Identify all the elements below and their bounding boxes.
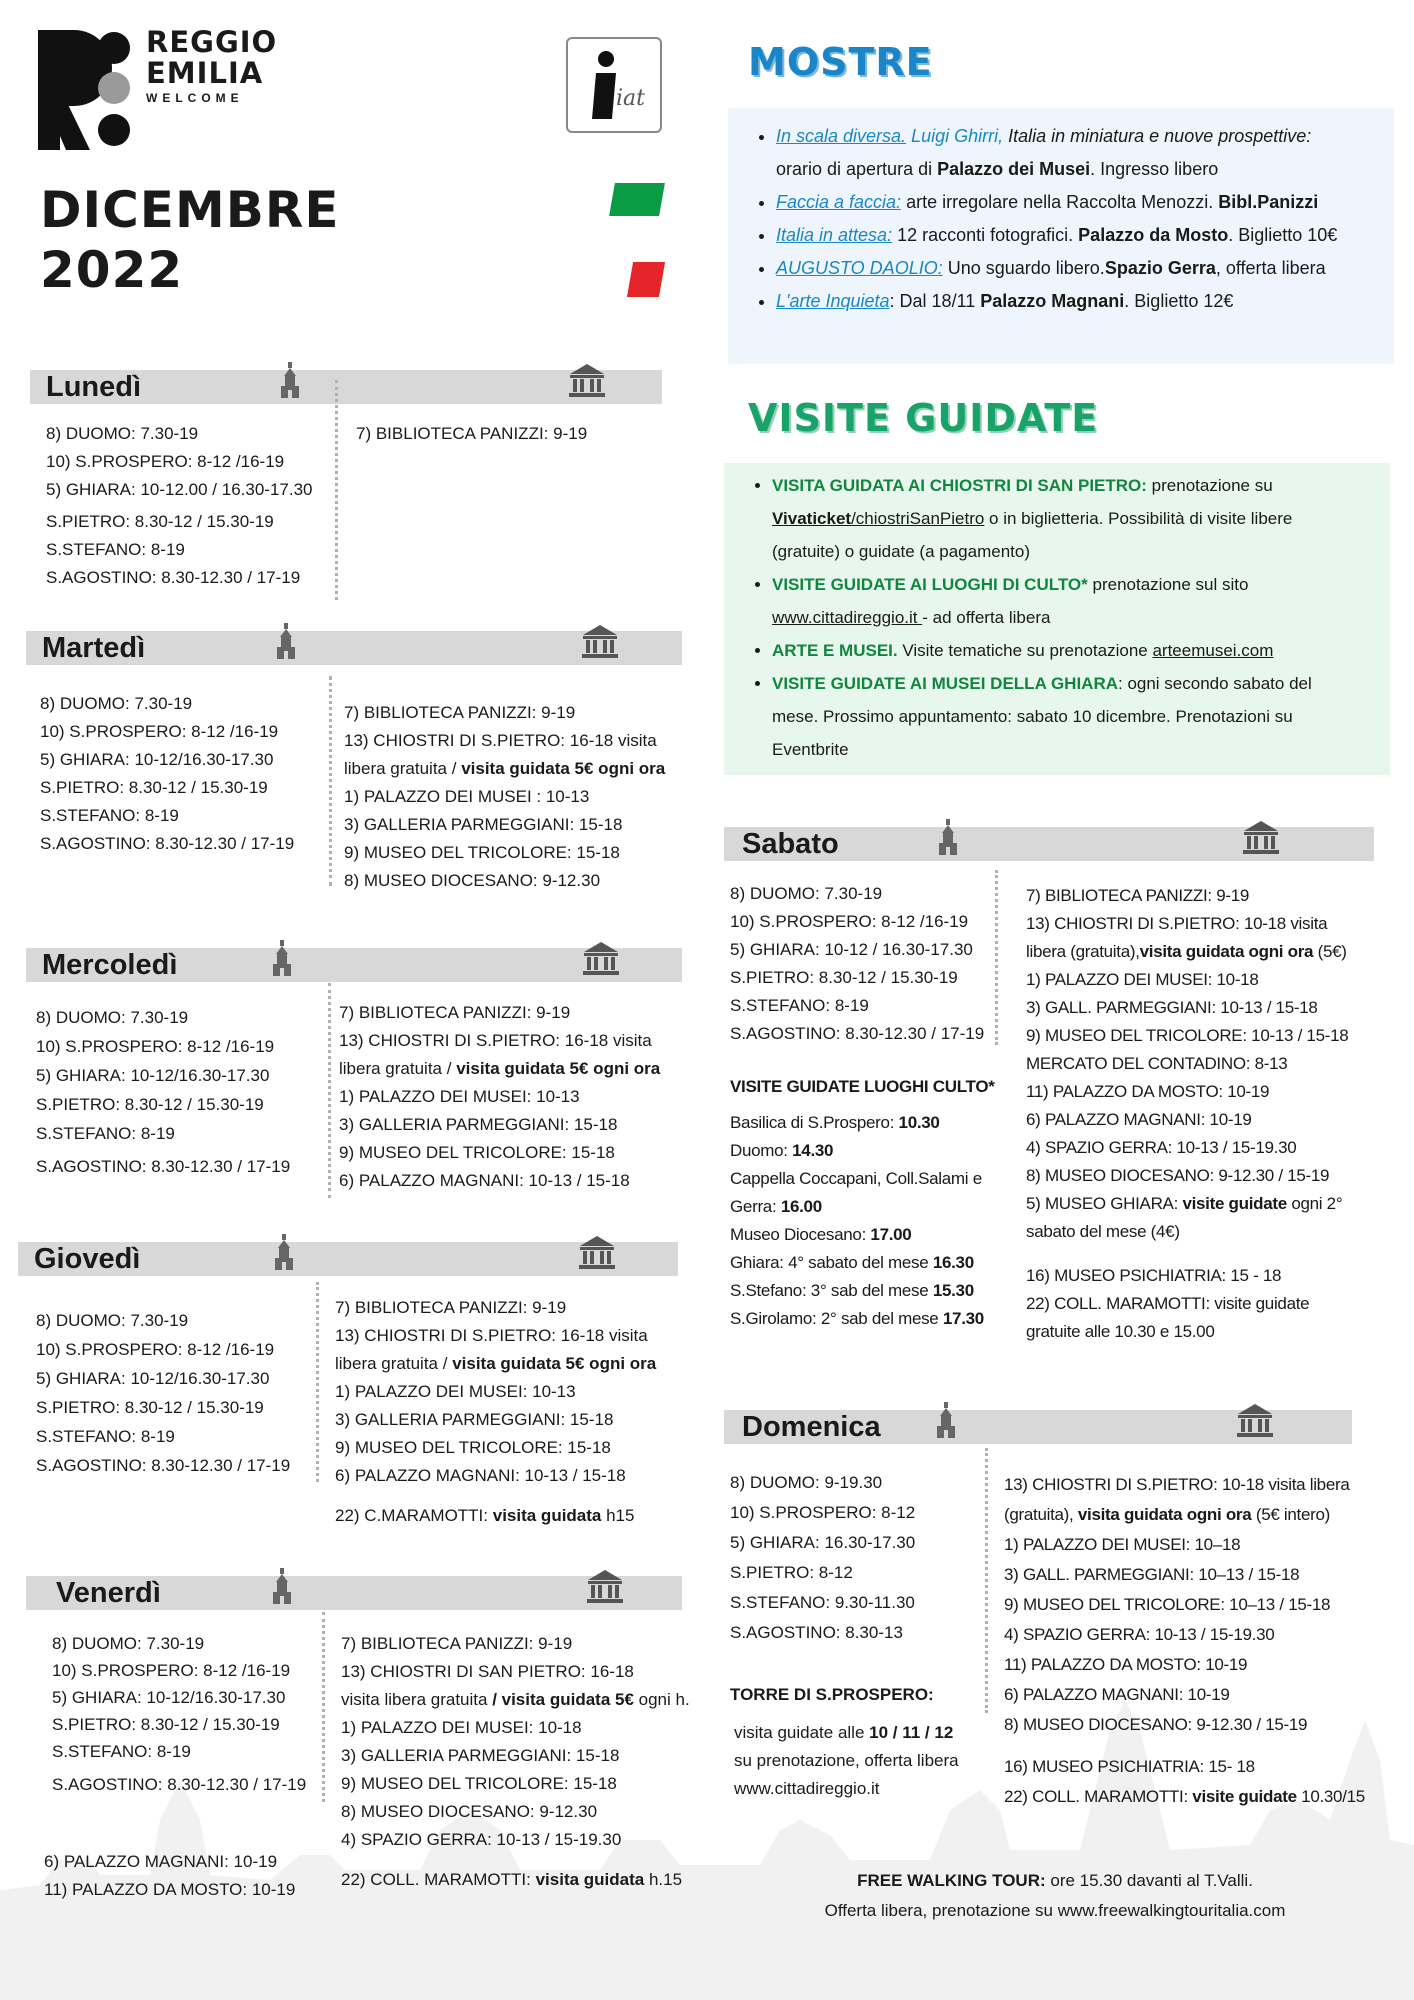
mostre-item: • AUGUSTO DAOLIO: Uno sguardo libero.Spazio Gerra, offerta libera bbox=[776, 252, 1394, 285]
day-header-sabato bbox=[724, 827, 1374, 861]
church-icon bbox=[936, 1400, 956, 1440]
domenica-museums: 13) CHIOSTRI DI S.PIETRO: 10-18 visita libera (gratuita), visita guidata ogni ora (5€ intero) 1) PALAZZO DEI MUSEI: 10–18 3) GALL. PARMEGGIANI: 10–13 / 15-18 9) MUSEO DEL TRICOLORE: 10–13 / 15-18 4) SPAZIO GERRA: 10-13 / 15-19.30 11) PALAZZO DA MOSTO: 10-19 6) PALAZZO MAGNANI: 10-19 8) MUSEO DIOCESANO: 9-12.30 / 15-19 16) MUSEO PSICHIATRIA: 15- 18 22) COLL. MARAMOTTI: visite guidate 10.30/15 bbox=[1004, 1475, 1365, 1806]
church-icon bbox=[272, 938, 292, 978]
museum-icon bbox=[586, 1568, 624, 1604]
column-divider bbox=[322, 1612, 325, 1802]
column-divider bbox=[985, 1448, 988, 1713]
day-name: Sabato bbox=[742, 828, 839, 860]
day-name: Martedì bbox=[42, 632, 146, 664]
museum-icon bbox=[578, 1234, 616, 1270]
reggio-emilia-logo-icon bbox=[38, 30, 133, 150]
brand-wordmark bbox=[146, 25, 278, 105]
church-icon bbox=[272, 1566, 292, 1606]
day-name: Giovedì bbox=[34, 1243, 141, 1275]
domenica-churches: 8) DUOMO: 9-19.30 10) S.PROSPERO: 8-12 5) GHIARA: 16.30-17.30 S.PIETRO: 8-12 S.STEFANO: 9.30-11.30 S.AGOSTINO: 8.30-13 bbox=[730, 1473, 916, 1642]
venerdi-extra: 6) PALAZZO MAGNANI: 10-19 11) PALAZZO DA MOSTO: 10-19 bbox=[44, 1852, 296, 1899]
day-name: Domenica bbox=[742, 1411, 881, 1443]
church-icon bbox=[276, 621, 296, 661]
museum-icon bbox=[1242, 819, 1280, 855]
mostre-heading: MOSTRE bbox=[748, 40, 933, 84]
visite-item: • ARTE E MUSEI. Visite tematiche su prenotazione arteemusei.com bbox=[772, 634, 1390, 667]
column-divider bbox=[316, 1282, 319, 1482]
day-header-martedi bbox=[26, 631, 682, 665]
day-name: Mercoledì bbox=[42, 949, 178, 981]
mostre-item: • L'arte Inquieta: Dal 18/11 Palazzo Magnani. Biglietto 12€ bbox=[776, 285, 1394, 318]
lunedi-churches: 8) DUOMO: 7.30-19 10) S.PROSPERO: 8-12 /16-19 5) GHIARA: 10-12.00 / 16.30-17.30 S.PIETRO: 8.30-12 / 15.30-19 S.STEFANO: 8-19 S.AGOSTINO: 8.30-12.30 / 17-19 bbox=[46, 424, 313, 587]
mostre-link[interactable]: In scala diversa. bbox=[776, 126, 907, 146]
iat-info-badge bbox=[566, 37, 662, 133]
mercoledi-churches: 8) DUOMO: 7.30-19 10) S.PROSPERO: 8-12 /16-19 5) GHIARA: 10-12/16.30-17.30 S.PIETRO: 8.30-12 / 15.30-19 S.STEFANO: 8-19 S.AGOSTINO: 8.30-12.30 / 17-19 bbox=[36, 1008, 291, 1176]
church-icon bbox=[280, 360, 300, 400]
day-header-lunedi bbox=[30, 370, 662, 404]
brand-line1: REGGIO bbox=[146, 25, 278, 59]
day-name: Lunedì bbox=[46, 371, 142, 403]
martedi-churches: 8) DUOMO: 7.30-19 10) S.PROSPERO: 8-12 /16-19 5) GHIARA: 10-12/16.30-17.30 S.PIETRO: 8.30-12 / 15.30-19 S.STEFANO: 8-19 S.AGOSTINO: 8.30-12.30 / 17-19 bbox=[40, 694, 295, 853]
column-divider bbox=[329, 676, 332, 886]
venerdi-churches: 8) DUOMO: 7.30-19 10) S.PROSPERO: 8-12 /16-19 5) GHIARA: 10-12/16.30-17.30 S.PIETRO: 8.30-12 / 15.30-19 S.STEFANO: 8-19 S.AGOSTINO: 8.30-12.30 / 17-19 bbox=[52, 1634, 307, 1794]
visite-box bbox=[724, 463, 1390, 775]
mostre-item: • In scala diversa. Luigi Ghirri, Italia in miniatura e nuove prospettive: orario di apertura di Palazzo dei Musei. Ingresso libero bbox=[776, 120, 1394, 186]
culto-title: VISITE GUIDATE LUOGHI CULTO* bbox=[730, 1077, 995, 1096]
brand-line2: EMILIA bbox=[146, 56, 264, 90]
visite-item: • VISITE GUIDATE AI LUOGHI DI CULTO* prenotazione sul sito www.cittadireggio.it - ad offerta libera bbox=[772, 568, 1390, 634]
year-label: 2022 bbox=[40, 241, 184, 299]
day-header-giovedi bbox=[18, 1242, 678, 1276]
visite-heading: VISITE GUIDATE bbox=[748, 396, 1099, 440]
arteemusei-link[interactable]: arteemusei.com bbox=[1152, 641, 1274, 660]
sabato-museums: 7) BIBLIOTECA PANIZZI: 9-19 13) CHIOSTRI DI S.PIETRO: 10-18 visita libera (gratuita),visita guidata ogni ora (5€) 1) PALAZZO DEI MUSEI: 10-18 3) GALL. PARMEGGIANI: 10-13 / 15-18 9) MUSEO DEL TRICOLORE: 10-13 / 15-18 MERCATO DEL CONTADINO: 8-13 11) PALAZZO DA MOSTO: 10-19 6) PALAZZO MAGNANI: 10-19 4) SPAZIO GERRA: 10-13 / 15-19.30 8) MUSEO DIOCESANO: 9-12.30 / 15-19 5) MUSEO GHIARA: visite guidate ogni 2° sabato del mese (4€) 16) MUSEO PSICHIATRIA: 15 - 18 22) COLL. MARAMOTTI: visite guidate gratuite alle 10.30 e 15.00 bbox=[1026, 886, 1349, 1341]
museum-icon bbox=[581, 623, 619, 659]
mostre-link[interactable]: Faccia a faccia: bbox=[776, 192, 902, 212]
page-title bbox=[40, 180, 339, 300]
martedi-museums: 7) BIBLIOTECA PANIZZI: 9-19 13) CHIOSTRI DI S.PIETRO: 16-18 visita libera gratuita / visita guidata 5€ ogni ora 1) PALAZZO DEI MUSEI : 10-13 3) GALLERIA PARMEGGIANI: 15-18 9) MUSEO DEL TRICOLORE: 15-18 8) MUSEO DIOCESANO: 9-12.30 bbox=[344, 703, 666, 890]
mostre-box bbox=[728, 108, 1394, 364]
torre-title: TORRE DI S.PROSPERO: bbox=[730, 1685, 934, 1704]
month-label: DICEMBRE bbox=[40, 181, 340, 239]
info-icon bbox=[568, 39, 660, 131]
iat-label: iat bbox=[616, 86, 645, 111]
column-divider bbox=[335, 380, 338, 600]
sabato-culto: VISITE GUIDATE LUOGHI CULTO* Basilica di S.Prospero: 10.30 Duomo: 14.30 Cappella Coccapani, Coll.Salami e Gerra: 16.00 Museo Diocesano: 17.00 Ghiara: 4° sabato del mese 16.30 S.Stefano: 3° sab del mese 15.30 S.Girolamo: 2° sab del mese 17.30 bbox=[730, 1073, 995, 1333]
flag-red-stripe bbox=[627, 262, 665, 297]
lunedi-museums: 7) BIBLIOTECA PANIZZI: 9-19 bbox=[356, 424, 588, 443]
giovedi-museums: 7) BIBLIOTECA PANIZZI: 9-19 13) CHIOSTRI DI S.PIETRO: 16-18 visita libera gratuita / visita guidata 5€ ogni ora 1) PALAZZO DEI MUSEI: 10-13 3) GALLERIA PARMEGGIANI: 15-18 9) MUSEO DEL TRICOLORE: 15-18 6) PALAZZO MAGNANI: 10-13 / 15-18 22) C.MARAMOTTI: visita guidata h15 bbox=[335, 1298, 657, 1525]
museum-icon bbox=[1236, 1402, 1274, 1438]
mercoledi-museums: 7) BIBLIOTECA PANIZZI: 9-19 13) CHIOSTRI DI S.PIETRO: 16-18 visita libera gratuita / visita guidata 5€ ogni ora 1) PALAZZO DEI MUSEI: 10-13 3) GALLERIA PARMEGGIANI: 15-18 9) MUSEO DEL TRICOLORE: 15-18 6) PALAZZO MAGNANI: 10-13 / 15-18 bbox=[339, 1003, 661, 1190]
column-divider bbox=[328, 983, 331, 1198]
walking-tour-link[interactable]: Offerta libera, prenotazione su www.freewalkingtouritalia.com bbox=[824, 1901, 1286, 1920]
day-header-mercoledi bbox=[26, 948, 682, 982]
column-divider bbox=[995, 870, 998, 1045]
day-header-domenica bbox=[724, 1410, 1352, 1444]
mostre-item: • Italia in attesa: 12 racconti fotografici. Palazzo da Mosto. Biglietto 10€ bbox=[776, 219, 1394, 252]
church-icon bbox=[274, 1232, 294, 1272]
cittadireggio-link[interactable]: www.cittadireggio.it bbox=[772, 608, 923, 627]
museum-icon bbox=[568, 362, 606, 398]
visite-item: • VISITE GUIDATE AI MUSEI DELLA GHIARA: ogni secondo sabato del mese. Prossimo appuntamento: sabato 10 dicembre. Prenotazioni su Eventbrite bbox=[772, 667, 1390, 766]
museum-icon bbox=[582, 940, 620, 976]
mostre-link[interactable]: Italia in attesa: bbox=[776, 225, 893, 245]
torre-section: TORRE DI S.PROSPERO: visita guidate alle 10 / 11 / 12 su prenotazione, offerta libera www.cittadireggio.it bbox=[730, 1681, 959, 1803]
vivaticket-link[interactable]: Vivaticket bbox=[772, 509, 852, 528]
flag-green-stripe bbox=[609, 183, 665, 216]
day-header-venerdi bbox=[26, 1576, 682, 1610]
mostre-item: • Faccia a faccia: arte irregolare nella Raccolta Menozzi. Bibl.Panizzi bbox=[776, 186, 1394, 219]
giovedi-churches: 8) DUOMO: 7.30-19 10) S.PROSPERO: 8-12 /16-19 5) GHIARA: 10-12/16.30-17.30 S.PIETRO: 8.30-12 / 15.30-19 S.STEFANO: 8-19 S.AGOSTINO: 8.30-12.30 / 17-19 bbox=[36, 1311, 291, 1475]
mostre-link[interactable]: AUGUSTO DAOLIO: bbox=[776, 258, 943, 278]
venerdi-museums: 7) BIBLIOTECA PANIZZI: 9-19 13) CHIOSTRI DI SAN PIETRO: 16-18 visita libera gratuita / visita guidata 5€ ogni h. 1) PALAZZO DEI MUSEI: 10-18 3) GALLERIA PARMEGGIANI: 15-18 9) MUSEO DEL TRICOLORE: 15-18 8) MUSEO DIOCESANO: 9-12.30 4) SPAZIO GERRA: 10-13 / 15-19.30 22) COLL. MARAMOTTI: visita guidata h.15 bbox=[341, 1634, 690, 1889]
visite-item: • VISITA GUIDATA AI CHIOSTRI DI SAN PIETRO: prenotazione su Vivaticket/chiostriSanPietro o in biglietteria. Possibilità di visite libere (gratuite) o guidate (a pagamento) bbox=[772, 469, 1390, 568]
torre-link[interactable]: www.cittadireggio.it bbox=[734, 1779, 880, 1798]
brand-line3: WELCOME bbox=[146, 91, 244, 105]
walking-tour-title: FREE WALKING TOUR: bbox=[857, 1871, 1046, 1890]
church-icon bbox=[938, 817, 958, 857]
sabato-churches: 8) DUOMO: 7.30-19 10) S.PROSPERO: 8-12 /16-19 5) GHIARA: 10-12 / 16.30-17.30 S.PIETRO: 8.30-12 / 15.30-19 S.STEFANO: 8-19 S.AGOSTINO: 8.30-12.30 / 17-19 bbox=[730, 884, 985, 1043]
day-name: Venerdì bbox=[56, 1577, 161, 1609]
walking-tour-footer: FREE WALKING TOUR: ore 15.30 davanti al T.Valli. Offerta libera, prenotazione su www.freewalkingtouritalia.com bbox=[740, 1866, 1370, 1926]
mostre-link[interactable]: L'arte Inquieta bbox=[776, 291, 890, 311]
